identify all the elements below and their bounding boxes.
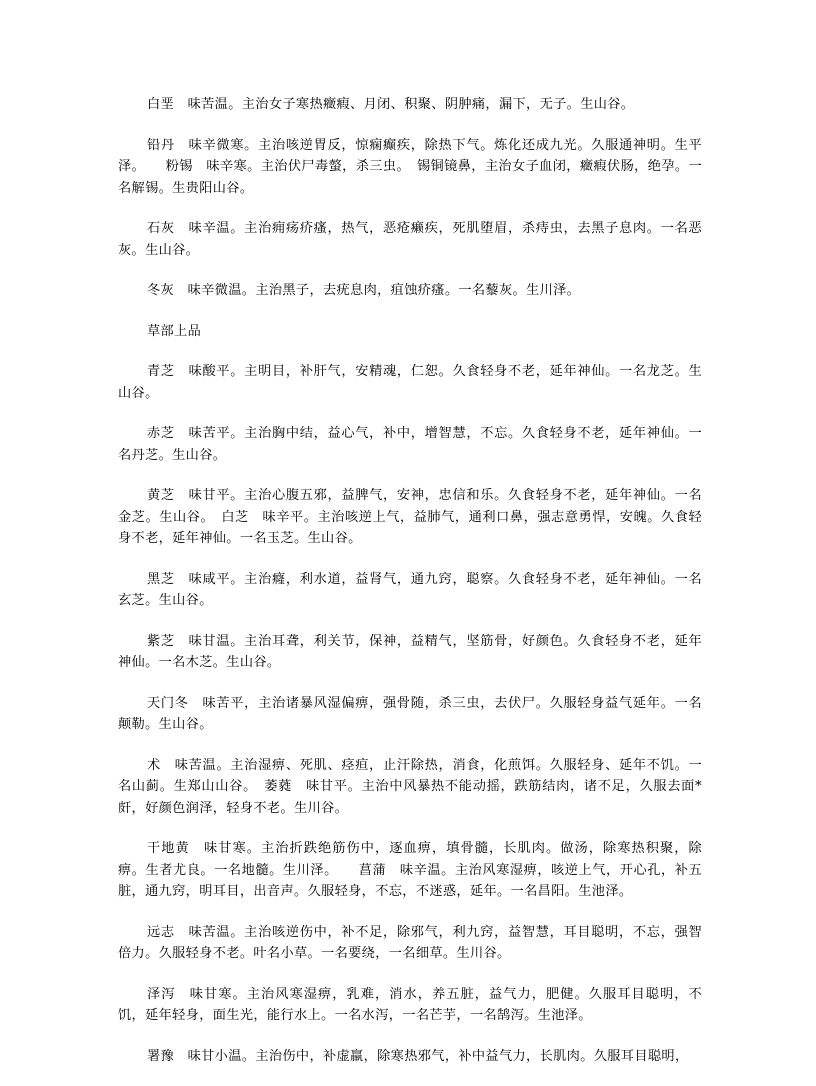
paragraph-tian-men-dong: 天门冬 味苦平，主治诸暴风湿偏痹，强骨随，杀三虫，去伏尸。久服轻身益气延年。一名颠勒。生山谷。 bbox=[118, 695, 702, 732]
paragraph-huang-zhi: 黄芝 味甘平。主治心腹五邪，益脾气，安神，忠信和乐。久食轻身不老，延年神仙。一名金芝。生山谷。 白芝 味辛平。主治咳逆上气，益肺气，通利口鼻，强志意勇悍，安魄。久食轻身不老，延年神仙。一名玉芝。生山谷。 bbox=[118, 488, 702, 546]
paragraph-hei-zhi: 黑芝 味咸平。主治癃，利水道，益肾气，通九窍，聪察。久食轻身不老，延年神仙。一名玄芝。生山谷。 bbox=[118, 571, 702, 608]
paragraph-bai-e: 白垩 味苦温。主治女子寒热癥瘕、月闭、积聚、阴肿痛，漏下，无子。生山谷。 bbox=[147, 97, 635, 112]
paragraph-zi-zhi: 紫芝 味甘温。主治耳聋，利关节，保神，益精气，坚筋骨，好颜色。久食轻身不老，延年神仙。一名木芝。生山谷。 bbox=[118, 633, 702, 670]
paragraph-qing-zhi: 青芝 味酸平。主明目，补肝气，安精魂，仁恕。久食轻身不老，延年神仙。一名龙芝。生山谷。 bbox=[118, 364, 702, 401]
paragraph-gan-di-huang: 干地黄 味甘寒。主治折跌绝筋伤中，逐血痹，填骨髓，长肌肉。做汤，除寒热积聚，除痹。生者尤良。一名地髓。生川泽。 菖蒲 味辛温。主治风寒湿痹，咳逆上气，开心孔，补五脏，通九窍，明耳目，出音声。久服轻身，不忘，不迷惑，延年。一名昌阳。生池泽。 bbox=[118, 841, 702, 899]
paragraph-dong-hui: 冬灰 味辛微温。主治黑子，去疣息肉，疽蚀疥瘙。一名藜灰。生川泽。 bbox=[147, 283, 581, 298]
paragraph-yuan-zhi: 远志 味苦温。主治咳逆伤中，补不足，除邪气，利九窍，益智慧，耳目聪明，不忘，强智倍力。久服轻身不老。叶名小草。一名要绕，一名细草。生川谷。 bbox=[118, 924, 702, 961]
paragraph-chi-zhi: 赤芝 味苦平。主治胸中结，益心气，补中，增智慧，不忘。久食轻身不老，延年神仙。一名丹芝。生山谷。 bbox=[118, 426, 702, 463]
paragraph-qian-dan: 铅丹 味辛微寒。主治咳逆胃反，惊痫癫疾，除热下气。炼化还成九光。久服通神明。生平泽。 粉锡 味辛寒。主治伏尸毒螫，杀三虫。 锡铜镜鼻，主治女子血闭，癥瘕伏肠，绝孕。一名解锡。生贵阳山谷。 bbox=[118, 137, 702, 196]
paragraph-shi-hui: 石灰 味辛温。主治痈疡疥瘙，热气，恶疮癞疾，死肌堕眉，杀痔虫，去黑子息肉。一名恶灰。生山谷。 bbox=[118, 221, 702, 258]
document-page bbox=[118, 94, 702, 1086]
section-heading-cao-bu-shang-pin: 草部上品 bbox=[147, 323, 202, 339]
paragraph-shu-yu: 署豫 味甘小温。主治伤中，补虚羸，除寒热邪气，补中益气力，长肌肉。久服耳目聪明， bbox=[147, 1048, 689, 1064]
paragraph-zhu: 术 味苦温。主治湿痹、死肌、痉疸，止汗除热，消食，化煎饵。久服轻身、延年不饥。一名山蓟。生郑山山谷。 萎蕤 味甘平。主治中风暴热不能动摇，跌筋结肉，诸不足，久服去面*皯，好颜色润泽，轻身不老。生川谷。 bbox=[118, 757, 702, 816]
paragraph-ze-xie: 泽泻 味甘寒。主治风寒湿痹，乳难，消水，养五脏，益气力，肥健。久服耳目聪明，不饥，延年轻身，面生光，能行水上。一名水泻，一名芒芋，一名鹄泻。生池泽。 bbox=[118, 986, 702, 1023]
